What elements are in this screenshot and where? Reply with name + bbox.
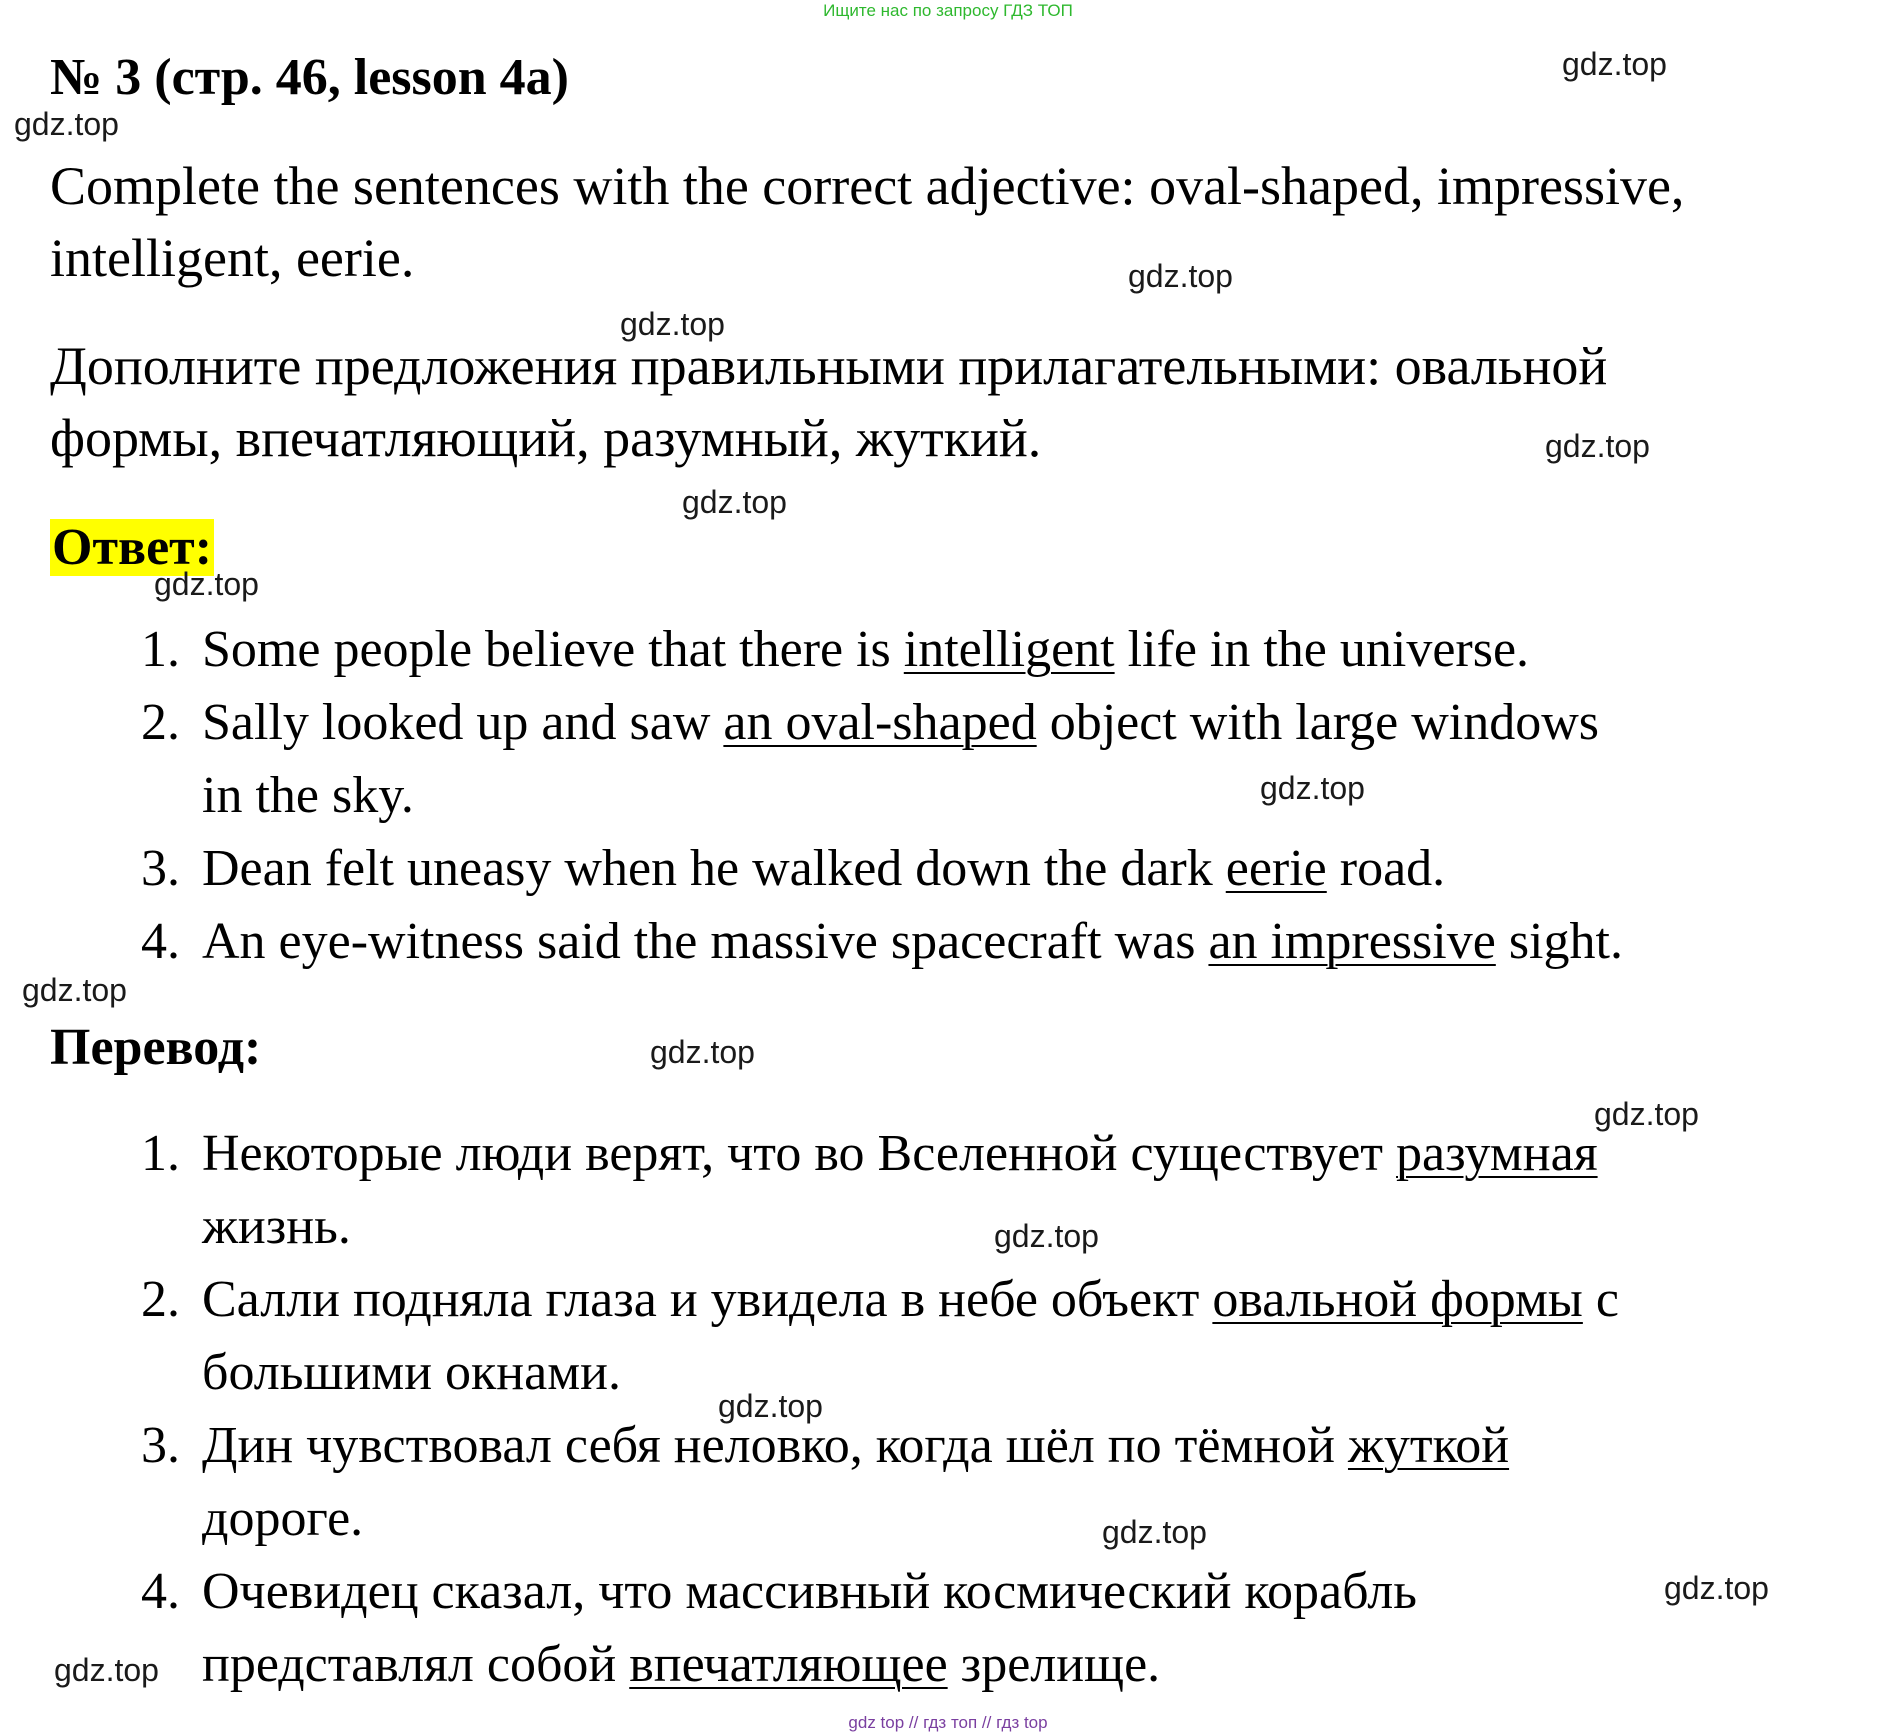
task-english-line-1: Complete the sentences with the correct adjective: oval-shaped, impressive, bbox=[50, 156, 1685, 216]
watermark: gdz.top bbox=[1664, 1570, 1769, 1606]
answer-text: object with large windows bbox=[1036, 694, 1599, 751]
task-english-line-2: intelligent, eerie. bbox=[50, 228, 415, 288]
watermark: gdz.top bbox=[154, 566, 259, 602]
exercise-title: № 3 (стр. 46, lesson 4a) bbox=[50, 49, 569, 106]
answer-text: Some people believe that there is bbox=[202, 621, 904, 678]
translation-number: 4. bbox=[141, 1563, 180, 1620]
answer-adjective: eerie bbox=[1225, 840, 1327, 897]
translation-text: Некоторые люди верят, что во Вселенной существует bbox=[202, 1125, 1397, 1182]
translation-sentence bbox=[202, 1416, 1509, 1476]
answer-number: 4. bbox=[141, 913, 180, 970]
answer-text: sight. bbox=[1495, 913, 1623, 970]
translation-sentence-continuation: жизнь. bbox=[202, 1198, 351, 1255]
answer-number: 3. bbox=[141, 840, 180, 897]
translation-adjective: разумная bbox=[1396, 1125, 1598, 1182]
watermark: gdz.top bbox=[682, 484, 787, 520]
translation-text: Салли подняла глаза и увидела в небе объект bbox=[202, 1271, 1213, 1328]
watermark: gdz.top bbox=[1128, 258, 1233, 294]
translation-sentence: Очевидец сказал, что массивный космический корабль bbox=[202, 1563, 1417, 1620]
watermark: gdz.top bbox=[1594, 1096, 1699, 1132]
translation-sentence-continuation: большими окнами. bbox=[202, 1344, 621, 1401]
answer-text: Sally looked up and saw bbox=[202, 694, 724, 751]
translation-number: 3. bbox=[141, 1417, 180, 1474]
answer-number: 1. bbox=[141, 621, 180, 678]
answer-adjective: intelligent bbox=[903, 621, 1115, 678]
answer-sentence bbox=[202, 620, 1529, 680]
watermark: gdz.top bbox=[650, 1034, 755, 1070]
footer-note: gdz top // гдз топ // гдз top bbox=[848, 1713, 1048, 1732]
task-russian-line-2: формы, впечатляющий, разумный, жуткий. bbox=[50, 408, 1042, 468]
top-search-note: Ищите нас по запросу ГДЗ ТОП bbox=[823, 1, 1073, 20]
translation-text: зрелище. bbox=[947, 1636, 1161, 1693]
watermark: gdz.top bbox=[14, 106, 119, 142]
translation-adjective: жуткой bbox=[1347, 1417, 1510, 1474]
answer-sentence-continuation: in the sky. bbox=[202, 767, 414, 824]
watermark: gdz.top bbox=[22, 972, 127, 1008]
translation-sentence-continuation: дороге. bbox=[202, 1490, 364, 1547]
watermark: gdz.top bbox=[54, 1652, 159, 1688]
answer-number: 2. bbox=[141, 694, 180, 751]
answer-text: road. bbox=[1326, 840, 1446, 897]
translation-sentence-continuation bbox=[202, 1635, 1160, 1695]
watermark: gdz.top bbox=[1260, 770, 1365, 806]
translation-text: представлял собой bbox=[202, 1636, 630, 1693]
answer-adjective: an impressive bbox=[1208, 913, 1496, 970]
translation-sentence bbox=[202, 1124, 1598, 1184]
answer-text: Dean felt uneasy when he walked down the dark bbox=[202, 840, 1226, 897]
answer-heading-text: Ответ: bbox=[52, 519, 213, 576]
watermark: gdz.top bbox=[620, 306, 725, 342]
translation-sentence bbox=[202, 1270, 1619, 1330]
watermark: gdz.top bbox=[1545, 428, 1650, 464]
answer-adjective: an oval-shaped bbox=[723, 694, 1037, 751]
answer-text: life in the universe. bbox=[1114, 621, 1530, 678]
translation-adjective: впечатляющее bbox=[629, 1636, 948, 1693]
translation-text: Дин чувствовал себя неловко, когда шёл по тёмной bbox=[202, 1417, 1348, 1474]
translation-heading: Перевод: bbox=[50, 1019, 262, 1076]
translation-number: 2. bbox=[141, 1271, 180, 1328]
translation-adjective: овальной формы bbox=[1212, 1271, 1583, 1328]
watermark: gdz.top bbox=[718, 1388, 823, 1424]
watermark: gdz.top bbox=[1562, 46, 1667, 82]
task-russian-line-1: Дополните предложения правильными прилагательными: овальной bbox=[50, 336, 1608, 396]
answer-sentence bbox=[202, 839, 1445, 899]
translation-text: с bbox=[1582, 1271, 1619, 1328]
watermark: gdz.top bbox=[1102, 1514, 1207, 1550]
answer-sentence bbox=[202, 693, 1599, 753]
answer-text: An eye-witness said the massive spacecraft was bbox=[202, 913, 1209, 970]
watermark: gdz.top bbox=[994, 1218, 1099, 1254]
answer-sentence bbox=[202, 912, 1623, 972]
translation-number: 1. bbox=[141, 1125, 180, 1182]
